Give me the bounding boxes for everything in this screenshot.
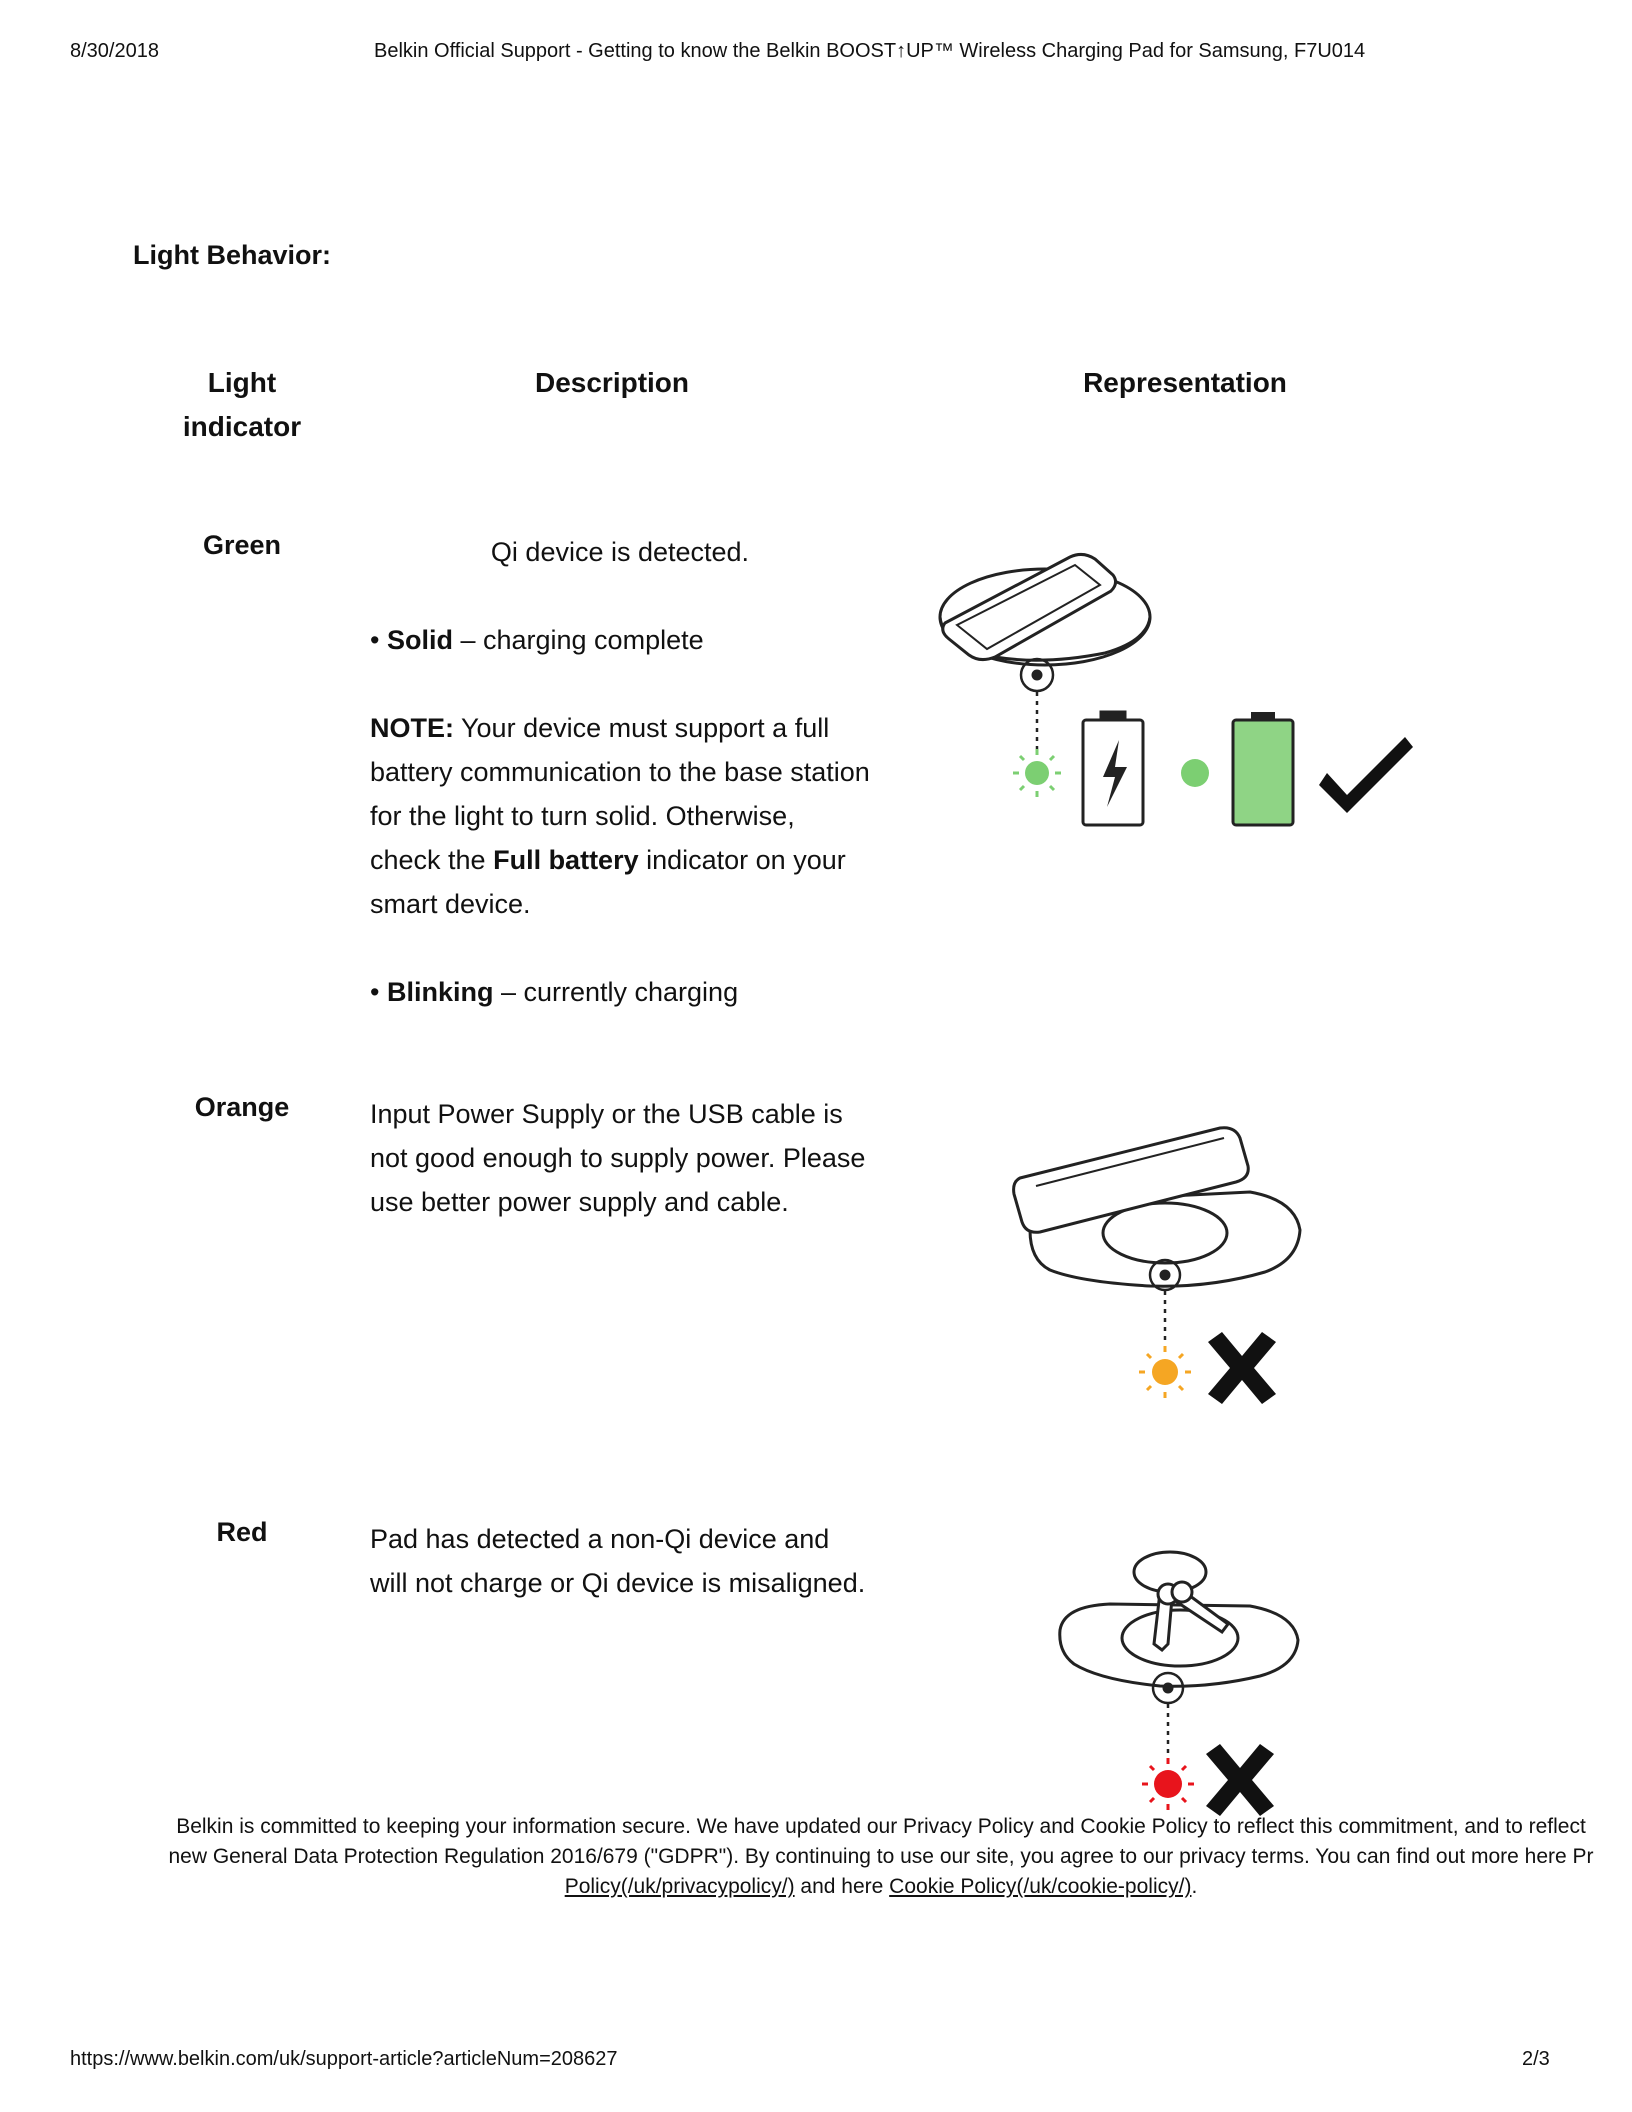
- header-representation: Representation: [1083, 367, 1287, 398]
- cookie-banner-line3: [130, 1872, 1632, 1902]
- print-date: 8/30/2018: [70, 40, 159, 62]
- header-light-indicator-line2: indicator: [182, 411, 302, 442]
- description-orange: [370, 1092, 870, 1224]
- note-text-2: indicator on your smart device.: [370, 845, 846, 919]
- print-page-title: Belkin Official Support - Getting to know the Belkin BOOST↑UP™ Wireless Charging Pad for Samsung, F7U014: [374, 40, 1366, 62]
- x-mark-icon: [1206, 1744, 1274, 1816]
- light-label-red: Red: [216, 1517, 268, 1547]
- light-label-green: Green: [202, 530, 282, 560]
- bullet: •: [370, 625, 380, 655]
- solid-line: [370, 618, 870, 662]
- note-paragraph: [370, 706, 870, 926]
- description-green: [370, 530, 870, 1014]
- x-mark-icon: [1208, 1332, 1276, 1404]
- header-light-indicator-line1: Light: [207, 367, 277, 398]
- header-description: Description: [534, 367, 690, 398]
- solid-text: – charging complete: [452, 625, 704, 655]
- cookie-banner-end: .: [1191, 1875, 1198, 1898]
- blinking-label: Blinking: [386, 977, 494, 1007]
- description-red: [370, 1517, 870, 1605]
- note-text-1: Your device must support a full battery communication to the base station for the light to turn solid. Otherwise, check the: [370, 713, 870, 875]
- red-description-text: Pad has detected a non-Qi device and will not charge or Qi device is misaligned.: [370, 1524, 866, 1598]
- header-light-indicator: [122, 361, 362, 449]
- orange-description-text: Input Power Supply or the USB cable is not good enough to supply power. Please use better power supply and cable.: [370, 1099, 866, 1217]
- note-label: NOTE:: [370, 713, 454, 743]
- cookie-banner-mid-text: and here: [794, 1875, 890, 1898]
- orange-light-illustration: [1010, 1110, 1310, 1415]
- solid-label: Solid: [386, 625, 453, 655]
- full-battery-icon: [1233, 712, 1293, 825]
- charging-pad-with-phone-icon: [1014, 1128, 1300, 1342]
- section-title: Light Behavior:: [133, 240, 332, 270]
- charging-pad-with-keys-icon: [1060, 1552, 1298, 1760]
- blinking-text: – currently charging: [493, 977, 739, 1007]
- cookie-banner: [130, 1812, 1632, 1902]
- bullet: •: [370, 977, 380, 1007]
- print-url: https://www.belkin.com/uk/support-article?articleNum=208627: [70, 2048, 618, 2070]
- cookie-policy-link[interactable]: Cookie Policy(/uk/cookie-policy/): [889, 1875, 1192, 1898]
- green-light-illustration: [935, 545, 1435, 835]
- detected-text: Qi device is detected.: [490, 537, 750, 567]
- orange-light-icon: [1139, 1346, 1191, 1398]
- blinking-line: [370, 970, 870, 1014]
- light-label-orange: Orange: [194, 1092, 290, 1122]
- cookie-banner-line1: Belkin is committed to keeping your information secure. We have updated our Privacy Policy and Cookie Policy to reflect this commitment, and to reflect: [176, 1815, 1586, 1838]
- privacy-policy-link[interactable]: Policy(/uk/privacypolicy/): [564, 1875, 795, 1898]
- green-dot-icon: [1181, 759, 1209, 787]
- note-bold: Full battery: [493, 845, 639, 875]
- red-light-illustration: [1050, 1540, 1310, 1820]
- checkmark-icon: [1319, 737, 1413, 813]
- green-light-icon: [1013, 749, 1061, 797]
- red-light-icon: [1142, 1758, 1194, 1810]
- print-page-number: 2/3: [1522, 2048, 1550, 2070]
- cookie-banner-line2: new General Data Protection Regulation 2016/679 ("GDPR"). By continuing to use our site, you agree to our privacy terms. You can find out more here Pr: [168, 1845, 1594, 1868]
- charging-battery-icon: [1083, 712, 1143, 825]
